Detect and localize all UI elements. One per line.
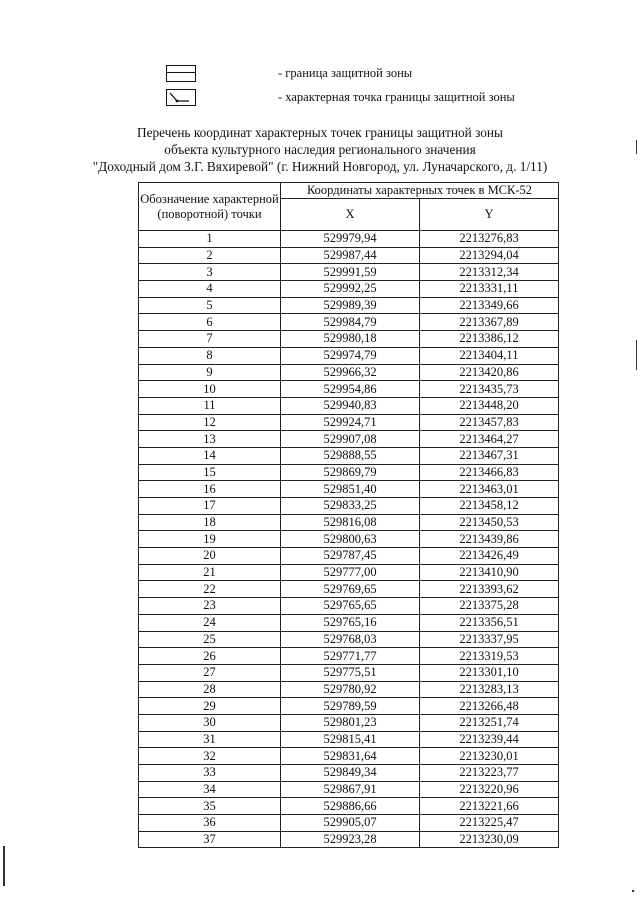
y-coordinate-cell: 2213356,51 — [420, 614, 559, 631]
y-coordinate-cell: 2213312,34 — [420, 264, 559, 281]
x-coordinate-cell: 529991,59 — [281, 264, 420, 281]
table-row — [139, 231, 559, 248]
y-coordinate-cell: 2213435,73 — [420, 381, 559, 398]
y-coordinate-cell: 2213283,13 — [420, 681, 559, 698]
point-number-cell: 31 — [139, 731, 281, 748]
table-row — [139, 297, 559, 314]
y-coordinate-cell: 2213337,95 — [420, 631, 559, 648]
table-row — [139, 281, 559, 298]
y-coordinate-cell: 2213386,12 — [420, 331, 559, 348]
y-coordinate-cell: 2213464,27 — [420, 431, 559, 448]
y-coordinate-cell: 2213220,96 — [420, 781, 559, 798]
y-coordinate-cell: 2213301,10 — [420, 664, 559, 681]
x-coordinate-cell: 529992,25 — [281, 281, 420, 298]
scan-mark-left — [3, 846, 5, 886]
y-coordinate-cell: 2213239,44 — [420, 731, 559, 748]
point-number-cell: 3 — [139, 264, 281, 281]
point-number-cell: 33 — [139, 765, 281, 782]
x-coordinate-cell: 529966,32 — [281, 364, 420, 381]
point-number-cell: 2 — [139, 247, 281, 264]
x-coordinate-cell: 529771,77 — [281, 648, 420, 665]
y-coordinate-cell: 2213331,11 — [420, 281, 559, 298]
x-coordinate-cell: 529987,44 — [281, 247, 420, 264]
table-row — [139, 514, 559, 531]
y-coordinate-cell: 2213294,04 — [420, 247, 559, 264]
table-row — [139, 815, 559, 832]
y-coordinate-cell: 2213393,62 — [420, 581, 559, 598]
point-number-cell: 27 — [139, 664, 281, 681]
x-coordinate-cell: 529789,59 — [281, 698, 420, 715]
point-number-cell: 16 — [139, 481, 281, 498]
table-row — [139, 714, 559, 731]
x-coordinate-cell: 529765,16 — [281, 614, 420, 631]
x-coordinate-cell: 529849,34 — [281, 765, 420, 782]
point-number-cell: 17 — [139, 498, 281, 515]
x-coordinate-cell: 529777,00 — [281, 564, 420, 581]
x-coordinate-cell: 529768,03 — [281, 631, 420, 648]
boundary-line-icon — [166, 65, 196, 82]
x-coordinate-cell: 529833,25 — [281, 498, 420, 515]
table-row — [139, 598, 559, 615]
x-coordinate-cell: 529989,39 — [281, 297, 420, 314]
table-row — [139, 681, 559, 698]
y-coordinate-cell: 2213266,48 — [420, 698, 559, 715]
y-coordinate-cell: 2213367,89 — [420, 314, 559, 331]
y-coordinate-cell: 2213450,53 — [420, 514, 559, 531]
legend-boundary-line-text: - граница защитной зоны — [278, 65, 413, 80]
table-row — [139, 648, 559, 665]
legend-boundary-point — [166, 87, 515, 107]
y-coordinate-cell: 2213319,53 — [420, 648, 559, 665]
y-coordinate-cell: 2213448,20 — [420, 397, 559, 414]
point-number-cell: 4 — [139, 281, 281, 298]
y-coordinate-cell: 2213375,28 — [420, 598, 559, 615]
y-coordinate-cell: 2213404,11 — [420, 347, 559, 364]
table-row — [139, 548, 559, 565]
point-number-cell: 10 — [139, 381, 281, 398]
table-row — [139, 397, 559, 414]
x-coordinate-cell: 529780,92 — [281, 681, 420, 698]
y-coordinate-cell: 2213230,01 — [420, 748, 559, 765]
table-row — [139, 381, 559, 398]
table-row — [139, 447, 559, 464]
x-coordinate-cell: 529775,51 — [281, 664, 420, 681]
table-row — [139, 247, 559, 264]
point-number-cell: 8 — [139, 347, 281, 364]
x-coordinate-cell: 529886,66 — [281, 798, 420, 815]
x-coordinate-cell: 529869,79 — [281, 464, 420, 481]
x-coordinate-cell: 529800,63 — [281, 531, 420, 548]
scan-mark-right-bottom — [632, 890, 634, 892]
table-row — [139, 748, 559, 765]
point-number-cell: 30 — [139, 714, 281, 731]
point-number-cell: 7 — [139, 331, 281, 348]
document-title — [0, 124, 640, 175]
y-coordinate-cell: 2213225,47 — [420, 815, 559, 832]
point-number-cell: 13 — [139, 431, 281, 448]
x-coordinate-cell: 529924,71 — [281, 414, 420, 431]
x-coordinate-cell: 529907,08 — [281, 431, 420, 448]
x-coordinate-cell: 529979,94 — [281, 231, 420, 248]
point-number-cell: 24 — [139, 614, 281, 631]
point-number-cell: 36 — [139, 815, 281, 832]
point-number-cell: 9 — [139, 364, 281, 381]
x-header: X — [281, 199, 420, 231]
point-number-cell: 25 — [139, 631, 281, 648]
table-row — [139, 698, 559, 715]
point-number-cell: 28 — [139, 681, 281, 698]
x-coordinate-cell: 529905,07 — [281, 815, 420, 832]
coordinates-table — [138, 182, 559, 848]
legend-boundary-point-text: - характерная точка границы защитной зоны — [278, 89, 515, 104]
table-row — [139, 347, 559, 364]
coordinates-table-container — [138, 182, 558, 848]
y-coordinate-cell: 2213251,74 — [420, 714, 559, 731]
y-coordinate-cell: 2213410,90 — [420, 564, 559, 581]
table-row — [139, 431, 559, 448]
point-number-cell: 20 — [139, 548, 281, 565]
table-row — [139, 731, 559, 748]
x-coordinate-cell: 529831,64 — [281, 748, 420, 765]
table-row — [139, 631, 559, 648]
title-line-1: Перечень координат характерных точек границы защитной зоны — [137, 125, 503, 140]
x-coordinate-cell: 529923,28 — [281, 831, 420, 848]
boundary-point-icon — [166, 89, 196, 106]
point-number-cell: 34 — [139, 781, 281, 798]
y-coordinate-cell: 2213221,66 — [420, 798, 559, 815]
y-coordinate-cell: 2213463,01 — [420, 481, 559, 498]
point-number-cell: 15 — [139, 464, 281, 481]
scan-mark-right-top — [636, 140, 637, 154]
point-number-cell: 32 — [139, 748, 281, 765]
x-coordinate-cell: 529867,91 — [281, 781, 420, 798]
x-coordinate-cell: 529801,23 — [281, 714, 420, 731]
x-coordinate-cell: 529940,83 — [281, 397, 420, 414]
point-number-cell: 12 — [139, 414, 281, 431]
coordinates-header: Координаты характерных точек в МСК-52 — [281, 183, 559, 199]
scan-mark-right-mid — [636, 340, 637, 370]
y-coordinate-cell: 2213439,86 — [420, 531, 559, 548]
y-coordinate-cell: 2213276,83 — [420, 231, 559, 248]
table-row — [139, 464, 559, 481]
coordinates-table-body — [139, 231, 559, 848]
y-coordinate-cell: 2213349,66 — [420, 297, 559, 314]
x-coordinate-cell: 529815,41 — [281, 731, 420, 748]
y-coordinate-cell: 2213458,12 — [420, 498, 559, 515]
table-row — [139, 781, 559, 798]
x-coordinate-cell: 529816,08 — [281, 514, 420, 531]
y-coordinate-cell: 2213467,31 — [420, 447, 559, 464]
point-number-cell: 19 — [139, 531, 281, 548]
x-coordinate-cell: 529980,18 — [281, 331, 420, 348]
point-number-cell: 1 — [139, 231, 281, 248]
y-coordinate-cell: 2213223,77 — [420, 765, 559, 782]
table-row — [139, 564, 559, 581]
x-coordinate-cell: 529984,79 — [281, 314, 420, 331]
table-row — [139, 331, 559, 348]
x-coordinate-cell: 529769,65 — [281, 581, 420, 598]
point-number-cell: 11 — [139, 397, 281, 414]
x-coordinate-cell: 529765,65 — [281, 598, 420, 615]
y-coordinate-cell: 2213230,09 — [420, 831, 559, 848]
point-number-cell: 21 — [139, 564, 281, 581]
table-row — [139, 531, 559, 548]
table-row — [139, 664, 559, 681]
y-coordinate-cell: 2213426,49 — [420, 548, 559, 565]
x-coordinate-cell: 529974,79 — [281, 347, 420, 364]
point-number-cell: 14 — [139, 447, 281, 464]
x-coordinate-cell: 529954,86 — [281, 381, 420, 398]
y-coordinate-cell: 2213420,86 — [420, 364, 559, 381]
point-number-cell: 5 — [139, 297, 281, 314]
table-row — [139, 798, 559, 815]
point-number-cell: 6 — [139, 314, 281, 331]
point-number-cell: 35 — [139, 798, 281, 815]
table-row — [139, 765, 559, 782]
x-coordinate-cell: 529851,40 — [281, 481, 420, 498]
title-line-2: объекта культурного наследия регионального значения — [164, 142, 476, 157]
point-number-cell: 26 — [139, 648, 281, 665]
y-header: Y — [420, 199, 559, 231]
point-number-cell: 22 — [139, 581, 281, 598]
table-row — [139, 581, 559, 598]
point-number-cell: 18 — [139, 514, 281, 531]
y-coordinate-cell: 2213457,83 — [420, 414, 559, 431]
table-row — [139, 364, 559, 381]
x-coordinate-cell: 529888,55 — [281, 447, 420, 464]
point-number-cell: 29 — [139, 698, 281, 715]
point-number-cell: 37 — [139, 831, 281, 848]
y-coordinate-cell: 2213466,83 — [420, 464, 559, 481]
point-designation-header: Обозначение характерной (поворотной) точки — [139, 183, 281, 231]
x-coordinate-cell: 529787,45 — [281, 548, 420, 565]
title-line-3: "Доходный дом З.Г. Вяхиревой" (г. Нижний Новгород, ул. Луначарского, д. 1/11) — [92, 159, 548, 174]
table-row — [139, 614, 559, 631]
point-number-cell: 23 — [139, 598, 281, 615]
table-row — [139, 314, 559, 331]
legend-boundary-line — [166, 63, 412, 83]
table-row — [139, 831, 559, 848]
table-row — [139, 414, 559, 431]
table-row — [139, 264, 559, 281]
table-row — [139, 498, 559, 515]
table-row — [139, 481, 559, 498]
